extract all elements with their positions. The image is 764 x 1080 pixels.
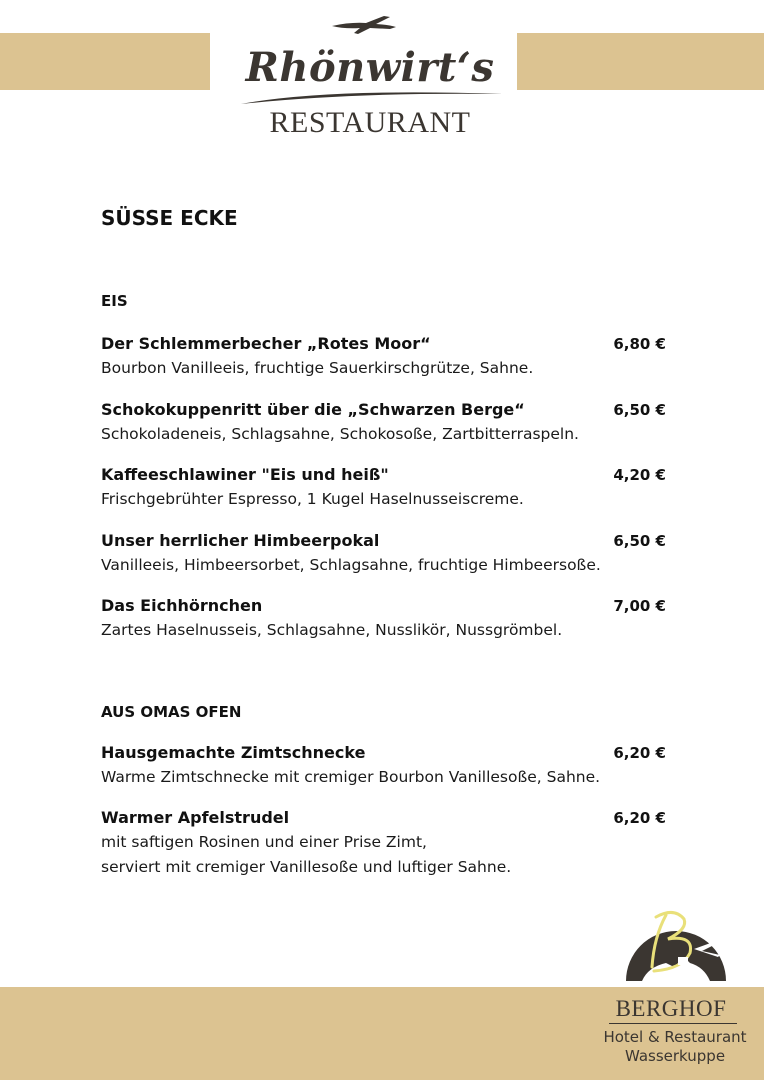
header-band-right	[517, 33, 764, 90]
menu-item	[101, 806, 666, 880]
menu-item	[101, 529, 666, 578]
item-price: 6,80 €	[613, 335, 666, 353]
item-price: 4,20 €	[613, 466, 666, 484]
item-name: Unser herrlicher Himbeerpokal	[101, 531, 380, 550]
logo-subtitle: RESTAURANT	[269, 106, 471, 139]
menu-item	[101, 463, 666, 512]
item-description: Vanilleeis, Himbeersorbet, Schlagsahne, fruchtige Himbeersoße.	[101, 556, 601, 574]
item-price: 7,00 €	[613, 597, 666, 615]
item-price: 6,50 €	[613, 401, 666, 419]
berghof-b-logo-icon	[624, 897, 728, 985]
item-description: serviert mit cremiger Vanillesoße und luftiger Sahne.	[101, 858, 512, 876]
item-name: Warmer Apfelstrudel	[101, 808, 290, 827]
item-description: mit saftigen Rosinen und einer Prise Zimt,	[101, 833, 427, 851]
item-description: Warme Zimtschnecke mit cremiger Bourbon Vanillesoße, Sahne.	[101, 768, 601, 786]
item-description: Zartes Haselnusseis, Schlagsahne, Nusslikör, Nussgrömbel.	[101, 621, 563, 639]
menu-item	[101, 332, 666, 381]
divider	[609, 1023, 737, 1024]
item-price: 6,50 €	[613, 532, 666, 550]
item-name: Hausgemachte Zimtschnecke	[101, 743, 366, 762]
item-name: Schokokuppenritt über die „Schwarzen Berge“	[101, 400, 525, 419]
item-description: Schokoladeneis, Schlagsahne, Schokosoße, Zartbitterraspeln.	[101, 425, 579, 443]
logo-script-text: Rhönwirt‘s	[245, 44, 495, 91]
item-name: Kaffeeschlawiner "Eis und heiß"	[101, 465, 389, 484]
item-name: Der Schlemmerbecher „Rotes Moor“	[101, 334, 431, 353]
item-name: Das Eichhörnchen	[101, 596, 263, 615]
section-title-eis: EIS	[101, 292, 128, 310]
menu-item	[101, 741, 666, 790]
page-title: SÜSSE ECKE	[101, 206, 238, 230]
item-description: Bourbon Vanilleeis, fruchtige Sauerkirschgrütze, Sahne.	[101, 359, 534, 377]
berghof-subtitle-2: Wasserkuppe	[624, 1047, 726, 1065]
menu-item	[101, 398, 666, 447]
berghof-name: BERGHOF	[615, 996, 727, 1021]
menu-item	[101, 594, 666, 643]
header-band-left	[0, 33, 210, 90]
restaurant-logo	[225, 8, 515, 138]
item-description: Frischgebrühter Espresso, 1 Kugel Haselnusseiscreme.	[101, 490, 524, 508]
berghof-subtitle-1: Hotel & Restaurant	[603, 1028, 747, 1046]
item-price: 6,20 €	[613, 809, 666, 827]
glider-icon	[330, 12, 400, 38]
logo-swoosh	[237, 86, 507, 108]
section-title-aus-omas-ofen: AUS OMAS OFEN	[101, 703, 242, 721]
item-price: 6,20 €	[613, 744, 666, 762]
